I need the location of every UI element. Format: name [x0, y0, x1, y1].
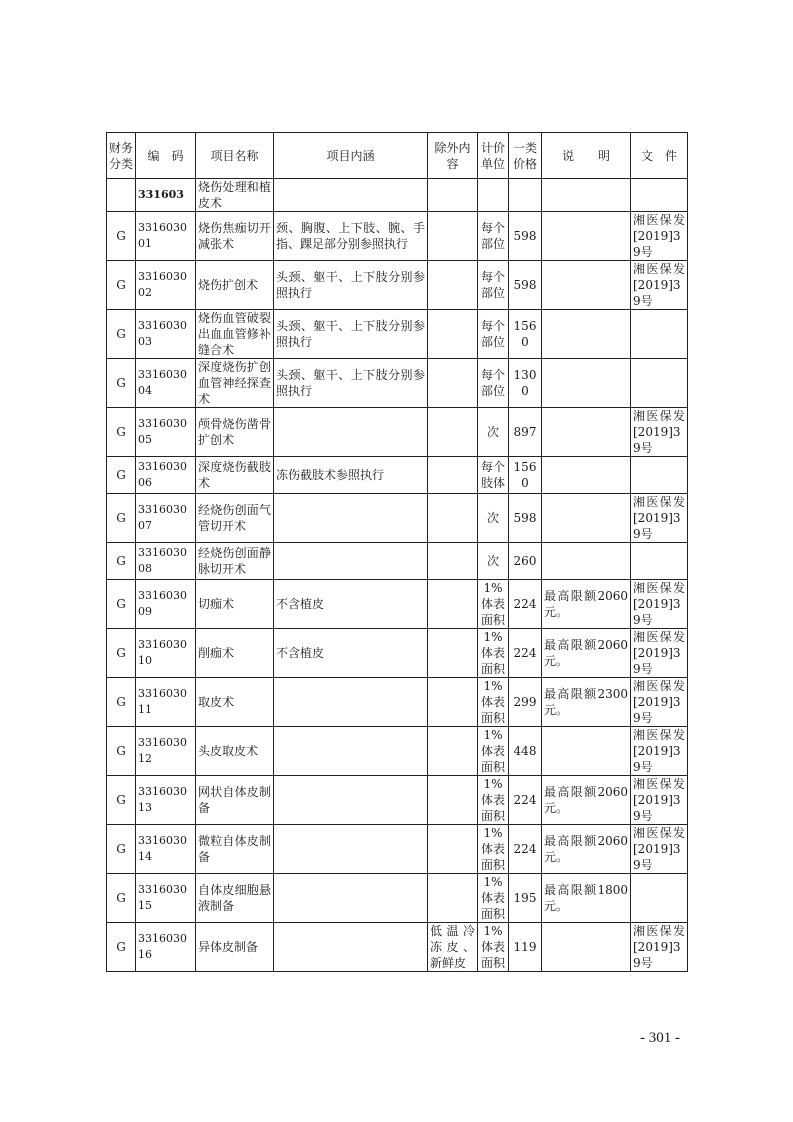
unit-cell: 1%体表面积 [478, 580, 509, 629]
item-name-cell: 异体皮制备 [196, 923, 274, 972]
code-cell: 331603013 [136, 776, 196, 825]
code-cell: 331603002 [136, 261, 196, 310]
table-row [107, 179, 688, 212]
document-cell [631, 543, 688, 580]
table-row [107, 408, 688, 457]
note-cell [542, 359, 631, 408]
item-name-cell: 颅骨烧伤凿骨扩创术 [196, 408, 274, 457]
page-number: - 301 - [640, 1030, 680, 1046]
code-cell: 331603003 [136, 310, 196, 359]
item-content-cell: 头颈、躯干、上下肢分别参照执行 [274, 261, 428, 310]
document-cell [631, 310, 688, 359]
price-cell: 448 [509, 727, 542, 776]
category-cell: G [107, 359, 136, 408]
unit-cell: 次 [478, 494, 509, 543]
item-name-cell: 烧伤血管破裂出血血管修补缝合术 [196, 310, 274, 359]
note-cell: 最高限额2060元。 [542, 629, 631, 678]
table-row [107, 494, 688, 543]
excluded-cell [428, 678, 478, 727]
document-cell: 湘医保发[2019]39号 [631, 629, 688, 678]
header-unit: 计价单位 [478, 133, 509, 179]
code-cell: 331603011 [136, 678, 196, 727]
header-document: 文 件 [631, 133, 688, 179]
item-name-cell: 削痂术 [196, 629, 274, 678]
table-row [107, 580, 688, 629]
category-cell: G [107, 678, 136, 727]
category-cell: G [107, 457, 136, 494]
item-name-cell: 深度烧伤扩创血管神经探查术 [196, 359, 274, 408]
table-row [107, 727, 688, 776]
code-cell: 331603016 [136, 923, 196, 972]
excluded-cell [428, 494, 478, 543]
item-content-cell: 颈、胸腹、上下肢、腕、手指、踝足部分别参照执行 [274, 212, 428, 261]
price-cell: 224 [509, 629, 542, 678]
excluded-cell [428, 874, 478, 923]
note-cell: 最高限额2060元。 [542, 825, 631, 874]
excluded-cell [428, 261, 478, 310]
unit-cell: 次 [478, 543, 509, 580]
item-content-cell: 头颈、躯干、上下肢分别参照执行 [274, 310, 428, 359]
price-cell: 598 [509, 261, 542, 310]
document-cell: 湘医保发[2019]39号 [631, 408, 688, 457]
note-cell [542, 923, 631, 972]
document-cell: 湘医保发[2019]39号 [631, 727, 688, 776]
unit-cell: 每个部位 [478, 310, 509, 359]
unit-cell: 1%体表面积 [478, 825, 509, 874]
note-cell [542, 543, 631, 580]
category-cell: G [107, 212, 136, 261]
category-cell [107, 179, 136, 212]
category-cell: G [107, 874, 136, 923]
document-cell [631, 359, 688, 408]
document-cell [631, 874, 688, 923]
header-item-name: 项目名称 [196, 133, 274, 179]
table-row [107, 261, 688, 310]
note-cell [542, 727, 631, 776]
excluded-cell [428, 776, 478, 825]
price-cell: 598 [509, 494, 542, 543]
category-cell: G [107, 261, 136, 310]
category-cell: G [107, 776, 136, 825]
note-cell [542, 212, 631, 261]
document-cell [631, 457, 688, 494]
item-name-cell: 深度烧伤截肢术 [196, 457, 274, 494]
item-name-cell: 网状自体皮制备 [196, 776, 274, 825]
table-header-row [107, 133, 688, 179]
unit-cell: 每个肢体 [478, 457, 509, 494]
unit-cell: 1%体表面积 [478, 776, 509, 825]
document-cell: 湘医保发[2019]39号 [631, 494, 688, 543]
table-row [107, 923, 688, 972]
price-cell: 1560 [509, 457, 542, 494]
code-cell: 331603014 [136, 825, 196, 874]
document-cell: 湘医保发[2019]39号 [631, 678, 688, 727]
header-code: 编 码 [136, 133, 196, 179]
price-cell: 224 [509, 580, 542, 629]
excluded-cell [428, 543, 478, 580]
item-content-cell: 不含植皮 [274, 629, 428, 678]
item-content-cell [274, 923, 428, 972]
code-cell: 331603006 [136, 457, 196, 494]
pricing-table [106, 132, 688, 972]
header-category: 财务分类 [107, 133, 136, 179]
category-cell: G [107, 825, 136, 874]
item-name-cell: 自体皮细胞悬液制备 [196, 874, 274, 923]
code-cell: 331603007 [136, 494, 196, 543]
code-cell: 331603010 [136, 629, 196, 678]
unit-cell: 次 [478, 408, 509, 457]
table-row [107, 543, 688, 580]
item-content-cell: 不含植皮 [274, 580, 428, 629]
item-content-cell [274, 408, 428, 457]
price-cell [509, 179, 542, 212]
item-content-cell [274, 543, 428, 580]
note-cell: 最高限额2060元。 [542, 776, 631, 825]
table-row [107, 310, 688, 359]
note-cell [542, 457, 631, 494]
document-cell: 湘医保发[2019]39号 [631, 261, 688, 310]
document-cell: 湘医保发[2019]39号 [631, 923, 688, 972]
price-cell: 224 [509, 825, 542, 874]
price-cell: 299 [509, 678, 542, 727]
unit-cell: 1%体表面积 [478, 727, 509, 776]
unit-cell: 1%体表面积 [478, 629, 509, 678]
unit-cell: 1%体表面积 [478, 923, 509, 972]
note-cell [542, 408, 631, 457]
item-content-cell [274, 825, 428, 874]
item-content-cell [274, 494, 428, 543]
code-cell: 331603008 [136, 543, 196, 580]
document-cell [631, 179, 688, 212]
header-note: 说 明 [542, 133, 631, 179]
price-cell: 897 [509, 408, 542, 457]
note-cell: 最高限额2060元。 [542, 580, 631, 629]
unit-cell: 1%体表面积 [478, 678, 509, 727]
item-name-cell: 经烧伤创面气管切开术 [196, 494, 274, 543]
item-name-cell: 经烧伤创面静脉切开术 [196, 543, 274, 580]
category-cell: G [107, 923, 136, 972]
item-content-cell [274, 179, 428, 212]
item-name-cell: 烧伤扩创术 [196, 261, 274, 310]
item-name-cell: 微粒自体皮制备 [196, 825, 274, 874]
table-row [107, 678, 688, 727]
code-cell: 331603004 [136, 359, 196, 408]
excluded-cell [428, 212, 478, 261]
category-cell: G [107, 727, 136, 776]
excluded-cell [428, 727, 478, 776]
price-cell: 119 [509, 923, 542, 972]
excluded-cell [428, 408, 478, 457]
category-cell: G [107, 543, 136, 580]
document-cell: 湘医保发[2019]39号 [631, 580, 688, 629]
excluded-cell [428, 580, 478, 629]
item-content-cell [274, 678, 428, 727]
price-cell: 260 [509, 543, 542, 580]
category-cell: G [107, 408, 136, 457]
header-item-content: 项目内涵 [274, 133, 428, 179]
category-cell: G [107, 494, 136, 543]
note-cell [542, 310, 631, 359]
code-cell: 331603015 [136, 874, 196, 923]
table-row [107, 629, 688, 678]
item-name-cell: 取皮术 [196, 678, 274, 727]
unit-cell: 每个部位 [478, 212, 509, 261]
price-cell: 1300 [509, 359, 542, 408]
table-row [107, 359, 688, 408]
category-cell: G [107, 310, 136, 359]
code-cell: 331603012 [136, 727, 196, 776]
excluded-cell: 低温冷冻皮、新鲜皮 [428, 923, 478, 972]
unit-cell: 1%体表面积 [478, 874, 509, 923]
table-row [107, 212, 688, 261]
price-cell: 224 [509, 776, 542, 825]
item-name-cell: 切痂术 [196, 580, 274, 629]
header-excluded: 除外内容 [428, 133, 478, 179]
table-row [107, 825, 688, 874]
code-cell: 331603009 [136, 580, 196, 629]
unit-cell [478, 179, 509, 212]
price-cell: 195 [509, 874, 542, 923]
code-cell: 331603001 [136, 212, 196, 261]
excluded-cell [428, 310, 478, 359]
unit-cell: 每个部位 [478, 359, 509, 408]
table-row [107, 874, 688, 923]
category-cell: G [107, 629, 136, 678]
document-cell: 湘医保发[2019]39号 [631, 776, 688, 825]
excluded-cell [428, 359, 478, 408]
note-cell [542, 261, 631, 310]
item-content-cell [274, 727, 428, 776]
excluded-cell [428, 629, 478, 678]
code-cell: 331603 [136, 179, 196, 212]
note-cell [542, 494, 631, 543]
header-price: 一类价格 [509, 133, 542, 179]
category-cell: G [107, 580, 136, 629]
excluded-cell [428, 179, 478, 212]
item-content-cell: 头颈、躯干、上下肢分别参照执行 [274, 359, 428, 408]
item-content-cell [274, 776, 428, 825]
document-cell: 湘医保发[2019]39号 [631, 825, 688, 874]
item-content-cell [274, 874, 428, 923]
table-row [107, 457, 688, 494]
item-name-cell: 烧伤处理和植皮术 [196, 179, 274, 212]
note-cell: 最高限额2300元。 [542, 678, 631, 727]
item-name-cell: 烧伤焦痂切开减张术 [196, 212, 274, 261]
document-cell: 湘医保发[2019]39号 [631, 212, 688, 261]
excluded-cell [428, 825, 478, 874]
unit-cell: 每个部位 [478, 261, 509, 310]
item-name-cell: 头皮取皮术 [196, 727, 274, 776]
code-cell: 331603005 [136, 408, 196, 457]
price-cell: 1560 [509, 310, 542, 359]
price-cell: 598 [509, 212, 542, 261]
table-row [107, 776, 688, 825]
note-cell: 最高限额1800元。 [542, 874, 631, 923]
item-content-cell: 冻伤截肢术参照执行 [274, 457, 428, 494]
excluded-cell [428, 457, 478, 494]
note-cell [542, 179, 631, 212]
